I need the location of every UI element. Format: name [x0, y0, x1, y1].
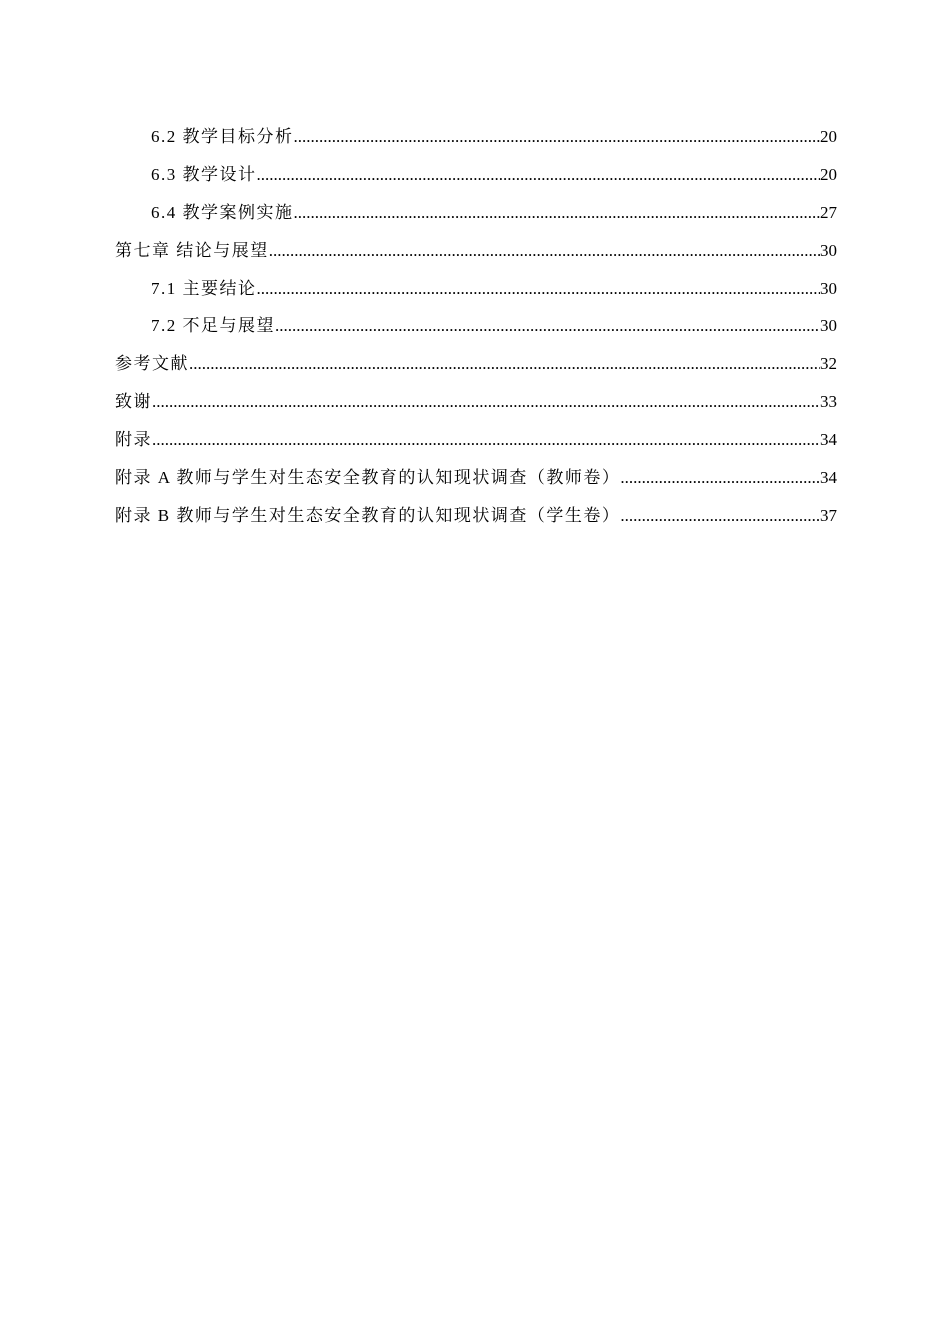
toc-dot-leader: [152, 427, 820, 453]
toc-dot-leader: [620, 503, 820, 529]
toc-entry-page: 33: [820, 392, 837, 412]
toc-entry[interactable]: [115, 162, 837, 200]
toc-entry-page: 37: [820, 505, 837, 525]
toc-entry[interactable]: [115, 389, 837, 427]
toc-entry[interactable]: [115, 465, 837, 503]
toc-entry-page: 27: [820, 202, 837, 222]
table-of-contents: [115, 124, 837, 541]
toc-entry[interactable]: [115, 276, 837, 314]
toc-entry-title: 6.4 教学案例实施: [151, 202, 294, 222]
toc-entry[interactable]: [115, 427, 837, 465]
toc-entry-title: 7.2 不足与展望: [151, 316, 275, 336]
toc-dot-leader: [257, 276, 821, 302]
toc-entry-title: 附录 B 教师与学生对生态安全教育的认知现状调查（学生卷）: [115, 505, 621, 525]
toc-entry-title: 第七章 结论与展望: [115, 240, 269, 260]
toc-dot-leader: [294, 124, 821, 150]
toc-dot-leader: [269, 238, 820, 264]
toc-entry-title: 7.1 主要结论: [151, 278, 257, 298]
toc-entry-page: 30: [820, 240, 837, 260]
toc-entry[interactable]: [115, 238, 837, 276]
toc-entry-page: 20: [820, 127, 837, 146]
toc-entry[interactable]: [115, 351, 837, 389]
toc-entry-page: 30: [820, 278, 837, 298]
toc-entry-title: 参考文献: [115, 354, 189, 374]
toc-entry-title: 附录 A 教师与学生对生态安全教育的认知现状调查（教师卷）: [115, 468, 621, 488]
toc-entry[interactable]: [115, 503, 837, 541]
toc-entry[interactable]: [115, 200, 837, 238]
toc-entry-page: 20: [820, 164, 837, 184]
toc-dot-leader: [275, 313, 820, 339]
toc-dot-leader: [620, 465, 820, 491]
toc-dot-leader: [152, 389, 820, 415]
toc-entry-title: 6.2 教学目标分析: [151, 127, 294, 146]
toc-dot-leader: [294, 200, 821, 226]
toc-entry[interactable]: [115, 313, 837, 351]
toc-entry-page: 30: [820, 316, 837, 336]
toc-entry[interactable]: [115, 124, 837, 162]
toc-entry-page: 34: [820, 430, 837, 450]
toc-entry-title: 附录: [115, 430, 152, 450]
toc-entry-title: 致谢: [115, 392, 152, 412]
toc-dot-leader: [189, 351, 820, 377]
toc-dot-leader: [257, 162, 821, 188]
toc-entry-page: 32: [820, 354, 837, 374]
toc-entry-page: 34: [820, 468, 837, 488]
toc-entry-title: 6.3 教学设计: [151, 164, 257, 184]
